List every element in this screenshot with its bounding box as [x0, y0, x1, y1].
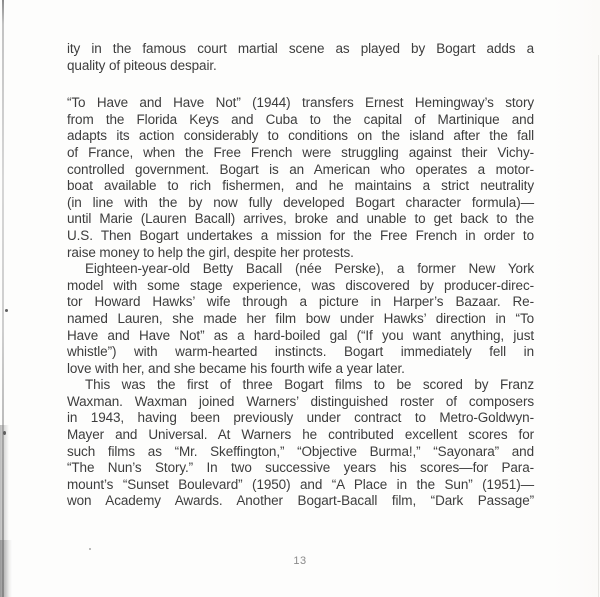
text-line: won Academy Awards. Another Bogart-Bacall film, “Dark Passage” [67, 493, 534, 509]
para-to-have-and-have-not [67, 95, 534, 261]
para-court-martial [67, 41, 534, 74]
scan-speck [89, 548, 91, 550]
text-line: boat available to rich fishermen, and he maintains a strict neutrality [67, 178, 534, 194]
text-line: Have and Have Not” as a hard-boiled gal (“If you want anything, just [67, 327, 534, 343]
scan-right-edge [598, 55, 599, 597]
text-line: in 1943, having been previously under contract to Metro-Goldwyn- [67, 410, 534, 426]
para-waxman [67, 377, 534, 510]
text-line: tor Howard Hawks’ wife through a picture in Harper’s Bazaar. Re- [67, 294, 534, 310]
text-line: “The Nun’s Story.” In two successive years his scores—for Para- [67, 460, 534, 476]
text-line: ity in the famous court martial scene as played by Bogart adds a [67, 41, 534, 56]
text-line: whistle”) with warm-hearted instincts. Bogart immediately fell in [67, 344, 534, 360]
text-line: from the Florida Keys and Cuba to the capital of Martinique and [67, 111, 534, 127]
text-line: Mayer and Universal. At Warners he contributed excellent scores for [67, 427, 534, 443]
text-line: controlled government. Bogart is an American who operates a motor- [67, 161, 534, 177]
text-line: “To Have and Have Not” (1944) transfers Ernest Hemingway’s story [67, 95, 534, 111]
para-bacall [67, 261, 534, 377]
text-line: (in line with the by now fully developed Bogart character formula)— [67, 194, 534, 210]
text-line: raise money to help the girl, despite her protests. [67, 244, 354, 260]
text-line: adapts its action considerably to conditions on the island after the fall [67, 128, 534, 144]
scan-gutter-shadow-bottom [0, 540, 12, 597]
text-line: such films as “Mr. Skeffington,” “Objective Burma!,” “Sayonara” and [67, 443, 534, 459]
text-column [67, 41, 534, 510]
scan-speck [5, 309, 8, 312]
text-line: model with some stage experience, was discovered by producer-direc- [67, 277, 534, 293]
text-line: love with her, and she became his fourth wife a year later. [67, 360, 405, 376]
text-line: of France, when the Free French were struggling against their Vichy- [67, 144, 534, 160]
text-line: until Marie (Lauren Bacall) arrives, broke and unable to get back to the [67, 211, 534, 227]
text-line: quality of piteous despair. [67, 57, 217, 73]
text-line: Eighteen-year-old Betty Bacall (née Perske), a former New York [85, 261, 534, 277]
text-line: U.S. Then Bogart undertakes a mission for the Free French in order to [67, 227, 534, 243]
text-line: This was the first of three Bogart films to be scored by Franz [85, 377, 534, 393]
text-line: named Lauren, she made her film bow under Hawks’ direction in “To [67, 310, 534, 326]
page-number: 13 [293, 555, 307, 567]
text-line: mount’s “Sunset Boulevard” (1950) and “A Place in the Sun” (1951)— [67, 476, 534, 492]
scan-speck [3, 431, 6, 435]
text-line: Waxman. Waxman joined Warners’ distinguished roster of composers [67, 393, 534, 409]
